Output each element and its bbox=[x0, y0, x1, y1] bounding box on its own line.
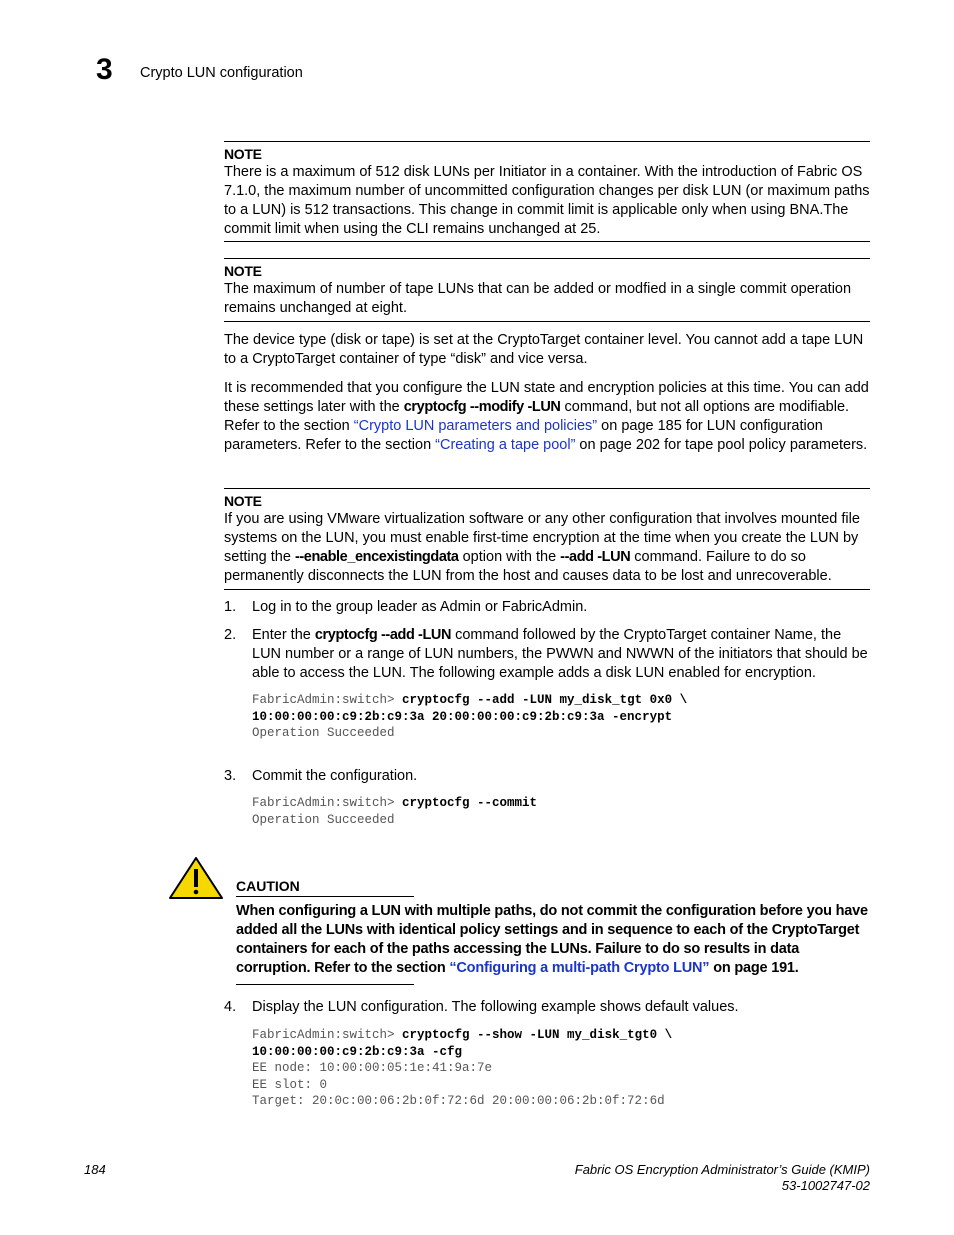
note2-text: The maximum of number of tape LUNs that can be added or modfied in a single commit operation remains unchanged at eight. bbox=[224, 281, 852, 316]
step-text: Log in to the group leader as Admin or FabricAdmin. bbox=[252, 599, 588, 615]
note2-top-rule bbox=[224, 258, 870, 259]
caution-warning-icon bbox=[168, 856, 224, 900]
recommend-text: It is recommended that you configure the LUN state and encryption policies at this time. You can add these settings later with the cryptocfg --modify -LUN command, but not all options are modifiable. Refer to the section “Crypto LUN parameters and policies” on page 185 for LUN configuration parameters. Refer to the section “Creating a tape pool” on page 202 for tape pool policy parameters. bbox=[224, 380, 869, 453]
step-text: Display the LUN configuration. The following example shows default values. bbox=[252, 999, 739, 1015]
crypto-lun-parameters-link[interactable]: “Crypto LUN parameters and policies” bbox=[353, 418, 598, 434]
cli-prompt: FabricAdmin:switch> bbox=[252, 1028, 403, 1042]
code-block-add-lun bbox=[252, 692, 687, 742]
cli-command-continued: 10:00:00:00:c9:2b:c9:3a 20:00:00:00:c9:2b:c9:3a -encrypt bbox=[252, 709, 673, 724]
step-number: 2. bbox=[224, 627, 237, 643]
cli-command: cryptocfg --commit bbox=[402, 796, 538, 810]
device-type-paragraph bbox=[224, 331, 870, 369]
step-text: Enter the cryptocfg --add -LUN command followed by the CryptoTarget container Name, the LUN number or a range of LUN numbers, the PWWN and NWWN of the initiators that should be able to access the LUN. The following example adds a disk LUN enabled for encryption. bbox=[252, 627, 868, 681]
note3-title: NOTE bbox=[224, 493, 262, 509]
caution-title: CAUTION bbox=[236, 878, 300, 894]
step-2 bbox=[224, 626, 870, 686]
note2-bottom-rule bbox=[224, 321, 870, 322]
step-text: Commit the configuration. bbox=[252, 768, 418, 784]
add-lun-command: --add -LUN bbox=[560, 549, 631, 565]
note1-top-rule bbox=[224, 141, 870, 142]
code-block-show-lun bbox=[252, 1027, 672, 1110]
device-type-text: The device type (disk or tape) is set at the CryptoTarget container level. You cannot add a tape LUN to a CryptoTarget container of type “disk” and vice versa. bbox=[224, 332, 864, 367]
cli-prompt: FabricAdmin:switch> bbox=[252, 796, 403, 810]
note1-title: NOTE bbox=[224, 146, 262, 162]
cli-output: Operation Succeeded bbox=[252, 726, 395, 740]
note1 bbox=[224, 145, 870, 239]
cryptocfg-modify-command: cryptocfg --modify -LUN bbox=[403, 399, 561, 415]
cli-command: cryptocfg --show -LUN my_disk_tgt0 \ bbox=[402, 1028, 673, 1042]
footer-doc-number: 53-1002747-02 bbox=[781, 1178, 870, 1193]
caution-text: When configuring a LUN with multiple paths, do not commit the configuration before you have added all the LUNs with identical policy settings and in sequence to each of the CryptoTarget containers for each of the paths accessing the LUNs. Failure to do so results in data corruption. Refer to the section “Configuring a multi-path Crypto LUN” on page 191. bbox=[236, 903, 868, 976]
recommend-paragraph bbox=[224, 379, 870, 455]
note2-title: NOTE bbox=[224, 263, 262, 279]
chapter-title: Crypto LUN configuration bbox=[140, 65, 303, 81]
page-number: 184 bbox=[84, 1162, 106, 1177]
footer-doc-info bbox=[575, 1162, 870, 1194]
cli-output: Operation Succeeded bbox=[252, 812, 395, 827]
footer-doc-title: Fabric OS Encryption Administrator’s Guide (KMIP) bbox=[574, 1162, 870, 1177]
cli-output-ee-node: EE node: 10:00:00:05:1e:41:9a:7e bbox=[252, 1061, 493, 1075]
cli-output-target: Target: 20:0c:00:06:2b:0f:72:6d 20:00:00:06:2b:0f:72:6d bbox=[252, 1094, 665, 1108]
step-number: 3. bbox=[224, 768, 237, 784]
note3-text: If you are using VMware virtualization software or any other configuration that involves mounted file systems on the LUN, you must enable first-time encryption at the time when you create the LUN by setting the --enable_encexistingdata option with the --add -LUN command. Failure to do so permanently disconnects the LUN from the host and causes data to be lost and unrecoverable. bbox=[224, 511, 860, 584]
cli-output-ee-slot: EE slot: 0 bbox=[252, 1077, 328, 1092]
cli-prompt: FabricAdmin:switch> bbox=[252, 693, 403, 707]
enable-encexistingdata-option: --enable_encexistingdata bbox=[294, 549, 459, 565]
chapter-number: 3 bbox=[96, 53, 113, 86]
configuring-multipath-lun-link[interactable]: “Configuring a multi-path Crypto LUN” bbox=[449, 960, 710, 976]
note1-bottom-rule bbox=[224, 241, 870, 242]
step-number: 4. bbox=[224, 999, 237, 1015]
cli-command: cryptocfg --add -LUN my_disk_tgt 0x0 \ bbox=[402, 693, 688, 707]
cryptocfg-add-lun-command: cryptocfg --add -LUN bbox=[314, 627, 452, 643]
note2 bbox=[224, 262, 870, 318]
note3-bottom-rule bbox=[224, 589, 870, 590]
caution-bottom-rule bbox=[236, 984, 414, 985]
note3 bbox=[224, 492, 870, 586]
step-number: 1. bbox=[224, 599, 237, 615]
caution-top-rule bbox=[236, 896, 414, 897]
cli-command-continued: 10:00:00:00:c9:2b:c9:3a -cfg bbox=[252, 1044, 463, 1059]
creating-tape-pool-link[interactable]: “Creating a tape pool” bbox=[435, 437, 576, 453]
note3-top-rule bbox=[224, 488, 870, 489]
note1-text: There is a maximum of 512 disk LUNs per Initiator in a container. With the introduction of Fabric OS 7.1.0, the maximum number of uncommitted configuration changes per disk LUN (or maximum paths to a LUN) is 512 transactions. This change in commit limit is applicable only when using BNA.The commit limit when using the CLI remains unchanged at 25. bbox=[224, 164, 870, 237]
code-block-commit bbox=[252, 795, 537, 828]
